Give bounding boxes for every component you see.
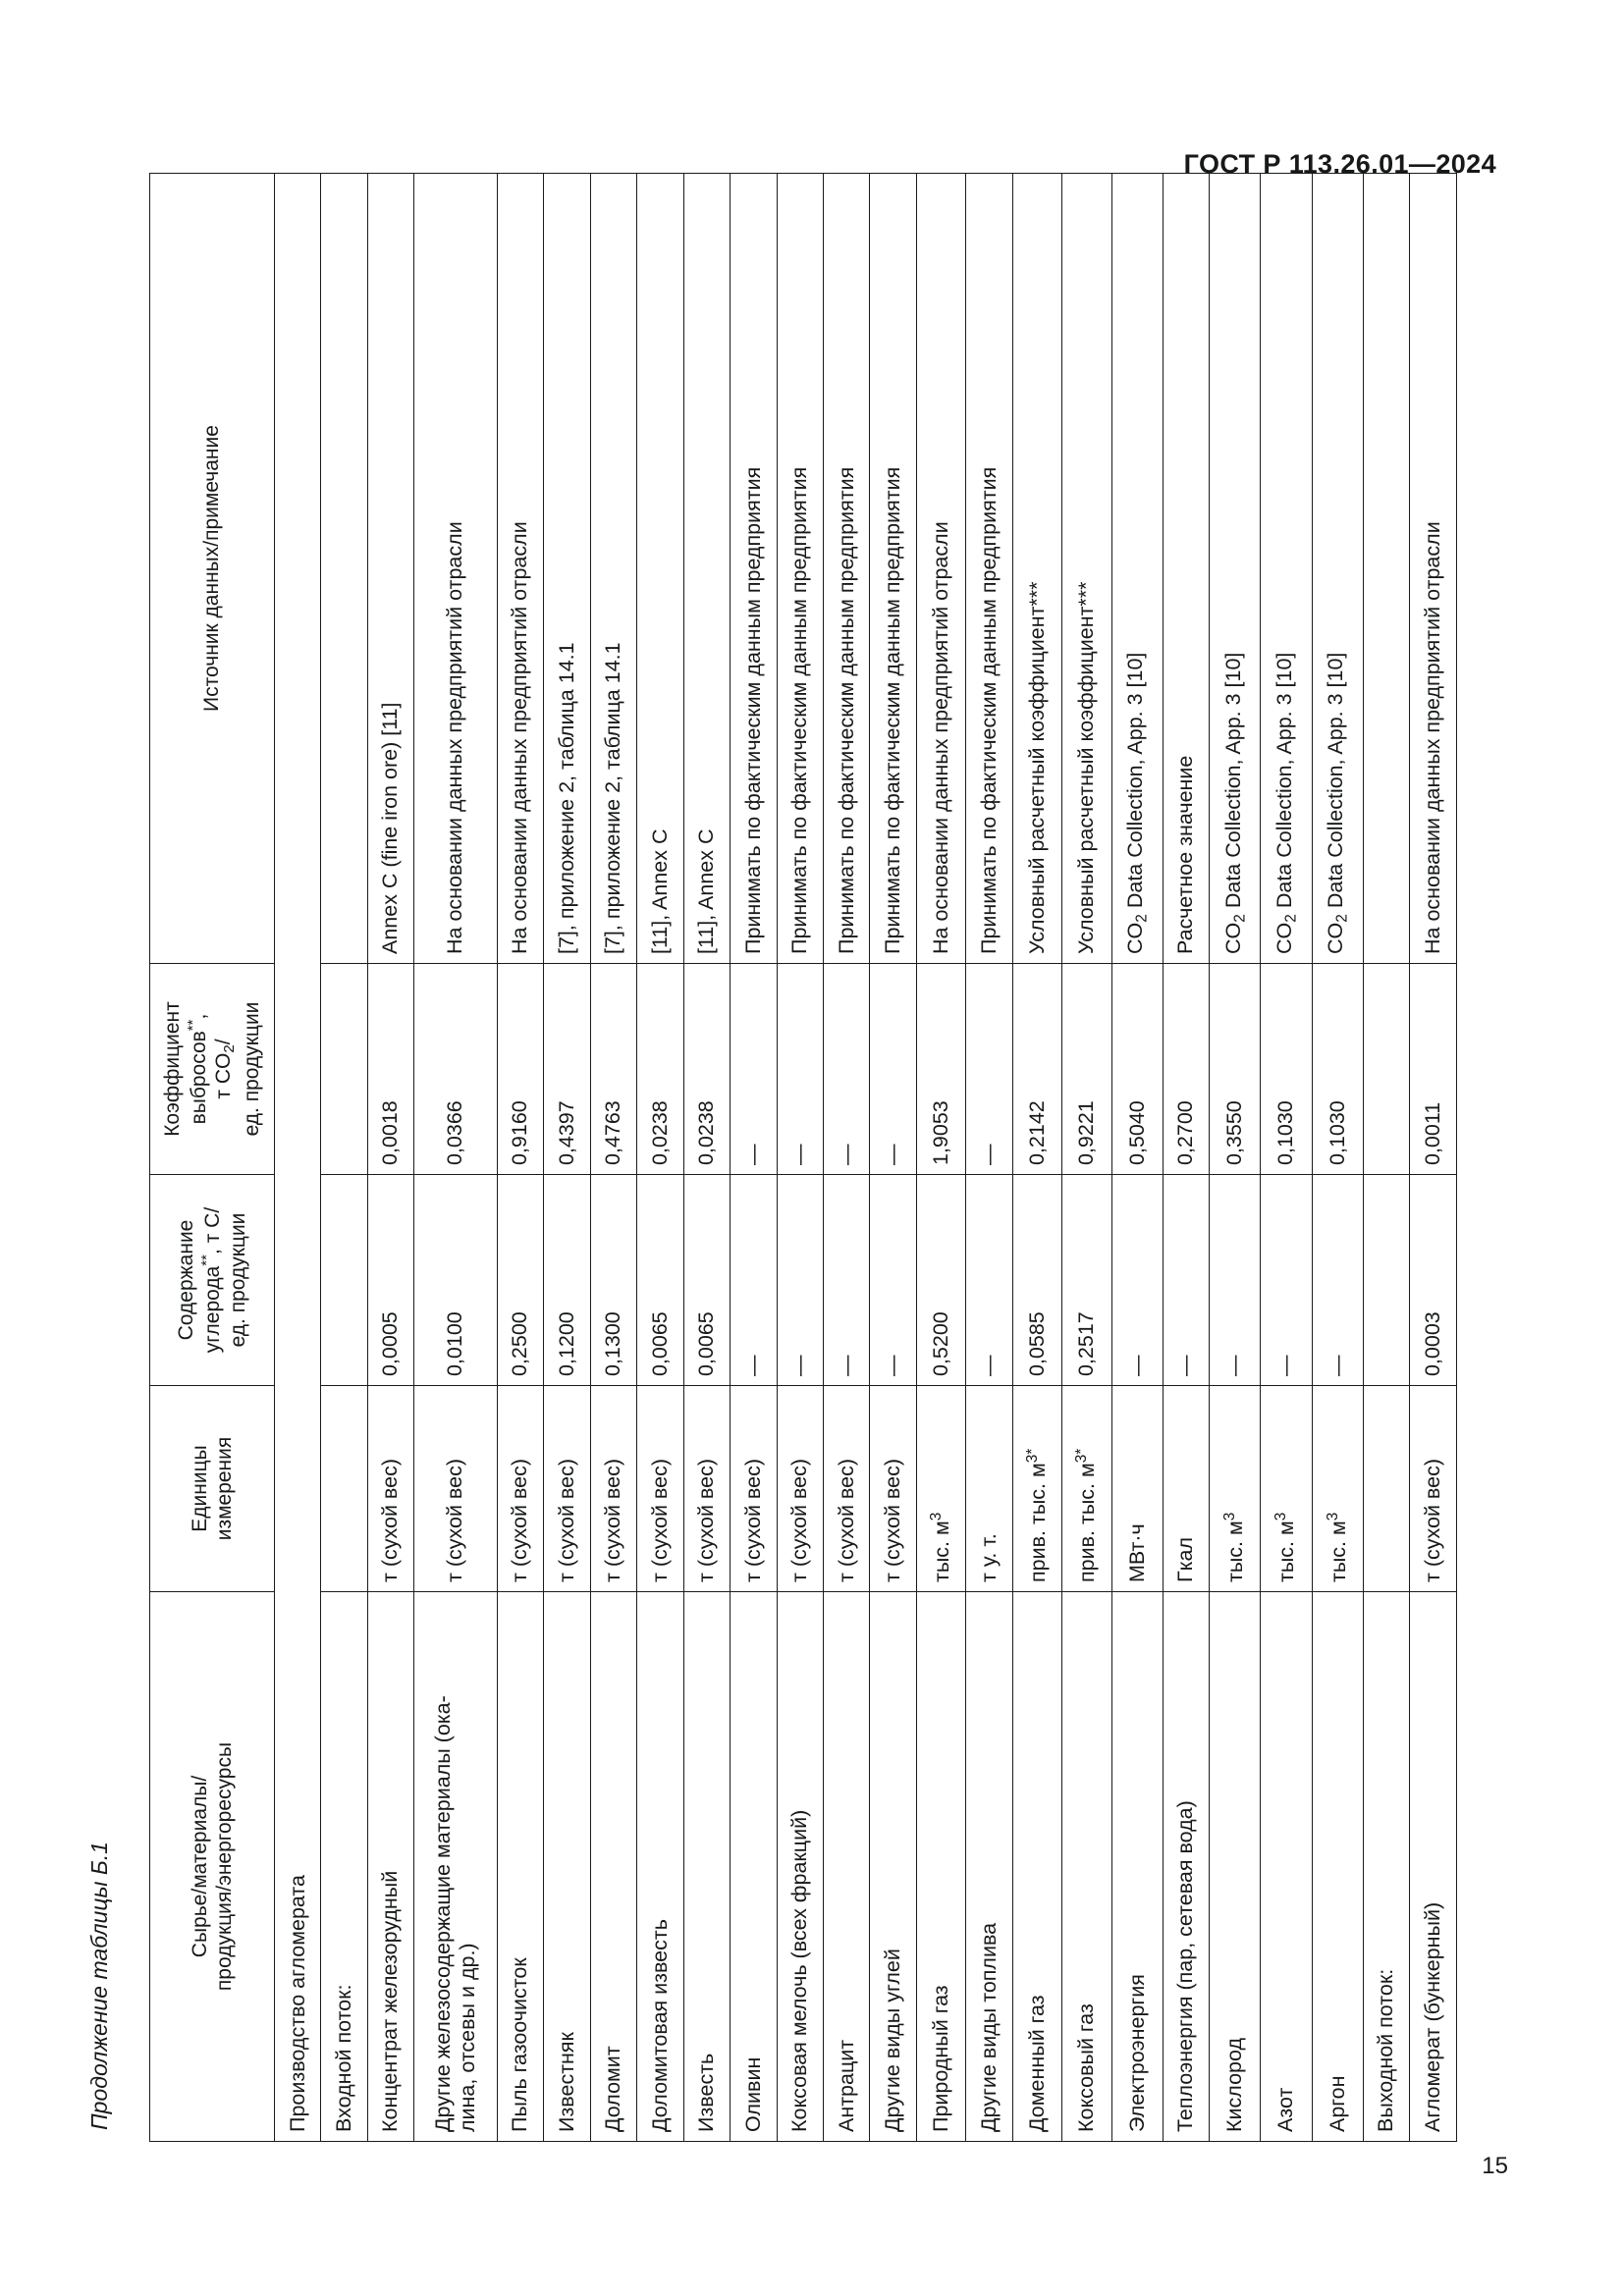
cell-emission-factor: 0,0018	[367, 964, 413, 1175]
cell-carbon-content: —	[731, 1175, 777, 1386]
col-header-units	[150, 1386, 275, 1592]
group-label-input-flow: Входной поток:	[321, 1592, 367, 2142]
cell-unit	[870, 1386, 916, 1592]
table-continuation-caption: Продолжение таблицы Б.1	[86, 1842, 112, 2130]
group-input-emission-blank	[321, 964, 367, 1175]
group-output-unit-blank	[1363, 1386, 1409, 1592]
cell-material-name: Азот	[1261, 1592, 1312, 2142]
unit-text: прив. тыс. м	[1025, 1463, 1050, 1582]
cell-unit	[1163, 1386, 1209, 1592]
cell-carbon-content: —	[777, 1175, 823, 1386]
cell-data-source: Принимать по фактическим данным предприятия	[731, 174, 777, 964]
group-output-carbon-blank	[1363, 1175, 1409, 1386]
unit-text: т (сухой вес)	[554, 1459, 578, 1582]
unit-text: т (сухой вес)	[740, 1459, 765, 1582]
emission-co2-sub: 2	[221, 1044, 239, 1053]
cell-carbon-content: —	[1261, 1175, 1312, 1386]
cell-emission-factor: —	[966, 964, 1012, 1175]
cell-carbon-content: 0,2500	[497, 1175, 543, 1386]
source-co2-sub: 2	[1333, 914, 1351, 923]
cell-unit	[367, 1386, 413, 1592]
table-row	[966, 174, 1012, 2142]
table-body	[275, 174, 1457, 2142]
table-row	[683, 174, 730, 2142]
cell-data-source	[1312, 174, 1363, 964]
emission-comma: ,	[188, 1013, 211, 1020]
col-header-material-line1: Сырье/материалы/	[188, 1775, 211, 1958]
col-header-carbon-line1: Содержание	[175, 1219, 198, 1341]
cell-unit	[916, 1386, 965, 1592]
unit-text: т (сухой вес)	[787, 1459, 812, 1582]
table-head	[150, 174, 275, 2142]
source-rest: Data Collection, App. 3 [10]	[1220, 652, 1245, 915]
cell-unit	[1312, 1386, 1363, 1592]
table-row	[1062, 174, 1111, 2142]
cell-data-source: Расчетное значение	[1163, 174, 1209, 964]
table-row	[1012, 174, 1061, 2142]
carbon-asterisks: **	[198, 1254, 216, 1266]
cell-unit	[1210, 1386, 1261, 1592]
col-header-material	[150, 1592, 275, 2142]
cell-emission-factor: 0,2700	[1163, 964, 1209, 1175]
cell-carbon-content: 0,5200	[916, 1175, 965, 1386]
emission-asterisks: **	[185, 1019, 202, 1032]
group-input-carbon-blank	[321, 1175, 367, 1386]
cell-material-name: Известняк	[544, 1592, 590, 2142]
cell-data-source: [11], Annex C	[683, 174, 730, 964]
cell-data-source	[1261, 174, 1312, 964]
cell-material-name: Теплоэнергия (пар, сетевая вода)	[1163, 1592, 1209, 2142]
cell-carbon-content: 0,0065	[683, 1175, 730, 1386]
unit-superscript: 3*	[1023, 1448, 1041, 1464]
table-row	[1312, 174, 1363, 2142]
cell-carbon-content: —	[870, 1175, 916, 1386]
source-co2-sub: 2	[1133, 914, 1151, 923]
cell-data-source: [11], Annex C	[637, 174, 683, 964]
table-row	[637, 174, 683, 2142]
cell-carbon-content: 0,0100	[414, 1175, 498, 1386]
table-row	[367, 174, 413, 2142]
table-row	[916, 174, 965, 2142]
table-row	[497, 174, 543, 2142]
emission-word: выбросов	[188, 1031, 211, 1125]
col-header-emission-line3	[211, 973, 239, 1165]
cell-unit	[637, 1386, 683, 1592]
cell-emission-factor: 0,4763	[590, 964, 636, 1175]
cell-carbon-content: —	[824, 1175, 870, 1386]
cell-unit	[1012, 1386, 1061, 1592]
unit-superscript: 3	[1272, 1512, 1290, 1522]
unit-superscript: 3	[927, 1512, 945, 1522]
cell-material-name: Кислород	[1210, 1592, 1261, 2142]
group-row-input-flow	[321, 174, 367, 2142]
col-header-emission-line1: Коэффициент	[161, 1001, 185, 1137]
group-input-source-blank	[321, 174, 367, 964]
cell-unit	[544, 1386, 590, 1592]
unit-superscript: 3*	[1073, 1448, 1091, 1464]
col-header-carbon-content	[150, 1175, 275, 1386]
table-row	[1261, 174, 1312, 2142]
unit-text: т у. т.	[976, 1533, 1001, 1582]
emission-co: т CO	[212, 1052, 236, 1099]
cell-data-source	[1210, 174, 1261, 964]
cell-material-name: Агломерат (бункерный)	[1410, 1592, 1457, 2142]
col-header-data-source: Источник данных/примечание	[150, 174, 275, 964]
cell-emission-factor: 0,9221	[1062, 964, 1111, 1175]
cell-emission-factor: 0,1030	[1312, 964, 1363, 1175]
cell-emission-factor: —	[777, 964, 823, 1175]
cell-material-name: Коксовый газ	[1062, 1592, 1111, 2142]
cell-emission-factor: 0,1030	[1261, 964, 1312, 1175]
source-rest: Data Collection, App. 3 [10]	[1323, 652, 1347, 915]
cell-unit	[1261, 1386, 1312, 1592]
table-row	[777, 174, 823, 2142]
group-row-output-flow	[1363, 174, 1409, 2142]
cell-data-source: Принимать по фактическим данным предприятия	[777, 174, 823, 964]
col-header-carbon-line3: ед. продукции	[226, 1212, 249, 1348]
cell-emission-factor: 0,9160	[497, 964, 543, 1175]
table-row	[590, 174, 636, 2142]
unit-text: т (сухой вес)	[834, 1459, 858, 1582]
cell-unit	[683, 1386, 730, 1592]
cell-material-name: Концентрат железорудный	[367, 1592, 413, 2142]
cell-material-name: Другие виды топлива	[966, 1592, 1012, 2142]
source-co: CO	[1122, 922, 1147, 954]
cell-unit	[414, 1386, 498, 1592]
cell-emission-factor: 0,2142	[1012, 964, 1061, 1175]
table-row	[544, 174, 590, 2142]
cell-data-source: Annex C (fine iron ore) [11]	[367, 174, 413, 964]
cell-unit	[731, 1386, 777, 1592]
cell-carbon-content: 0,0065	[637, 1175, 683, 1386]
unit-text: т (сухой вес)	[647, 1459, 672, 1582]
cell-unit	[966, 1386, 1012, 1592]
unit-text: т (сухой вес)	[378, 1459, 403, 1582]
cell-unit	[824, 1386, 870, 1592]
cell-carbon-content: —	[1312, 1175, 1363, 1386]
unit-text: т (сухой вес)	[880, 1459, 904, 1582]
source-co: CO	[1220, 922, 1245, 954]
cell-unit	[1062, 1386, 1111, 1592]
unit-text: т (сухой вес)	[443, 1459, 467, 1582]
cell-material-name: Другие виды углей	[870, 1592, 916, 2142]
material-name-line2: лина, отсевы и др.)	[456, 1943, 480, 2132]
cell-carbon-content: 0,1300	[590, 1175, 636, 1386]
cell-carbon-content: —	[966, 1175, 1012, 1386]
unit-text: Гкал	[1173, 1536, 1198, 1582]
cell-emission-factor: 0,4397	[544, 964, 590, 1175]
unit-text: тыс. м	[1326, 1521, 1350, 1582]
unit-text: тыс. м	[1274, 1521, 1299, 1582]
group-output-emission-blank	[1363, 964, 1409, 1175]
cell-material-name: Пыль газоочисток	[497, 1592, 543, 2142]
cell-data-source	[1111, 174, 1163, 964]
cell-carbon-content: 0,0003	[1410, 1175, 1457, 1386]
page-number: 15	[1482, 2153, 1508, 2179]
col-header-carbon-line2	[198, 1184, 225, 1376]
unit-text: тыс. м	[1223, 1521, 1248, 1582]
col-header-emission-factor	[150, 964, 275, 1175]
source-rest: Data Collection, App. 3 [10]	[1122, 652, 1147, 915]
table-header-row	[150, 174, 275, 2142]
table-row	[824, 174, 870, 2142]
cell-unit	[1111, 1386, 1163, 1592]
section-title-production-sinter: Производство агломерата	[275, 174, 321, 2142]
cell-material-name: Доменный газ	[1012, 1592, 1061, 2142]
cell-carbon-content: 0,0585	[1012, 1175, 1061, 1386]
carbon-word: углерода	[201, 1265, 225, 1354]
cell-carbon-content: —	[1111, 1175, 1163, 1386]
table-row	[1410, 174, 1457, 2142]
carbon-unit-frag: , т С/	[201, 1206, 225, 1255]
cell-data-source: Условный расчетный коэффициент***	[1012, 174, 1061, 964]
cell-material-name: Доломитовая известь	[637, 1592, 683, 2142]
cell-data-source: На основании данных предприятий отрасли	[414, 174, 498, 964]
cell-material-name	[414, 1592, 498, 2142]
cell-data-source: [7], приложение 2, таблица 14.1	[590, 174, 636, 964]
col-header-emission-line2	[185, 973, 211, 1165]
group-label-output-flow: Выходной поток:	[1363, 1592, 1409, 2142]
unit-superscript: 3	[1221, 1512, 1239, 1522]
cell-material-name: Доломит	[590, 1592, 636, 2142]
cell-unit	[497, 1386, 543, 1592]
cell-emission-factor: 0,0366	[414, 964, 498, 1175]
table-row	[414, 174, 498, 2142]
cell-carbon-content: 0,1200	[544, 1175, 590, 1386]
cell-carbon-content: 0,2517	[1062, 1175, 1111, 1386]
emission-factors-table	[149, 173, 1457, 2142]
table-row	[870, 174, 916, 2142]
unit-text: т (сухой вес)	[508, 1459, 532, 1582]
source-co2-sub: 2	[1230, 914, 1248, 923]
unit-text: т (сухой вес)	[694, 1459, 719, 1582]
col-header-material-line2: продукция/энергоресурсы	[213, 1741, 236, 1992]
cell-data-source: На основании данных предприятий отрасли	[916, 174, 965, 964]
cell-carbon-content: —	[1163, 1175, 1209, 1386]
col-header-units-line1: Единицы	[188, 1445, 211, 1532]
cell-carbon-content: —	[1210, 1175, 1261, 1386]
source-co: CO	[1323, 922, 1347, 954]
cell-material-name: Антрацит	[824, 1592, 870, 2142]
cell-data-source: На основании данных предприятий отрасли	[1410, 174, 1457, 964]
group-input-unit-blank	[321, 1386, 367, 1592]
cell-emission-factor: —	[824, 964, 870, 1175]
cell-data-source: На основании данных предприятий отрасли	[497, 174, 543, 964]
cell-data-source: [7], приложение 2, таблица 14.1	[544, 174, 590, 964]
emission-slash: /	[212, 1039, 236, 1045]
cell-carbon-content: 0,0005	[367, 1175, 413, 1386]
col-header-emission-line4: ед. продукции	[240, 1001, 263, 1137]
cell-unit	[777, 1386, 823, 1592]
section-title-row	[275, 174, 321, 2142]
group-output-source-blank	[1363, 174, 1409, 964]
source-co: CO	[1272, 922, 1296, 954]
table-row	[1111, 174, 1163, 2142]
cell-emission-factor: 0,5040	[1111, 964, 1163, 1175]
page-header-standard-number: ГОСТ Р 113.26.01—2024	[1183, 149, 1496, 179]
cell-emission-factor: 0,3550	[1210, 964, 1261, 1175]
table-row	[1210, 174, 1261, 2142]
cell-data-source: Принимать по фактическим данным предприятия	[870, 174, 916, 964]
cell-material-name: Электроэнергия	[1111, 1592, 1163, 2142]
material-name-line1: Другие железосодержащие материалы (ока-	[430, 1695, 455, 2132]
cell-emission-factor: 1,9053	[916, 964, 965, 1175]
cell-unit	[590, 1386, 636, 1592]
cell-data-source: Принимать по фактическим данным предприятия	[824, 174, 870, 964]
cell-data-source: Принимать по фактическим данным предприятия	[966, 174, 1012, 964]
cell-emission-factor: 0,0238	[683, 964, 730, 1175]
unit-text: тыс. м	[929, 1521, 953, 1582]
cell-emission-factor: 0,0238	[637, 964, 683, 1175]
unit-superscript: 3	[1324, 1512, 1341, 1522]
cell-unit	[1410, 1386, 1457, 1592]
table-row	[1163, 174, 1209, 2142]
cell-material-name: Аргон	[1312, 1592, 1363, 2142]
source-co2-sub: 2	[1282, 914, 1300, 923]
cell-material-name: Коксовая мелочь (всех фракций)	[777, 1592, 823, 2142]
cell-emission-factor: —	[870, 964, 916, 1175]
col-header-units-line2: измерения	[213, 1436, 236, 1541]
unit-text: т (сухой вес)	[1420, 1459, 1444, 1582]
unit-text: т (сухой вес)	[601, 1459, 625, 1582]
cell-material-name: Известь	[683, 1592, 730, 2142]
cell-material-name: Оливин	[731, 1592, 777, 2142]
cell-emission-factor: —	[731, 964, 777, 1175]
cell-material-name: Природный газ	[916, 1592, 965, 2142]
source-rest: Data Collection, App. 3 [10]	[1272, 652, 1296, 915]
rotated-table-inner	[149, 174, 1457, 2142]
table-row	[731, 174, 777, 2142]
cell-data-source: Условный расчетный коэффициент***	[1062, 174, 1111, 964]
unit-text: прив. тыс. м	[1075, 1463, 1100, 1582]
cell-emission-factor: 0,0011	[1410, 964, 1457, 1175]
unit-text: МВт·ч	[1124, 1523, 1149, 1582]
